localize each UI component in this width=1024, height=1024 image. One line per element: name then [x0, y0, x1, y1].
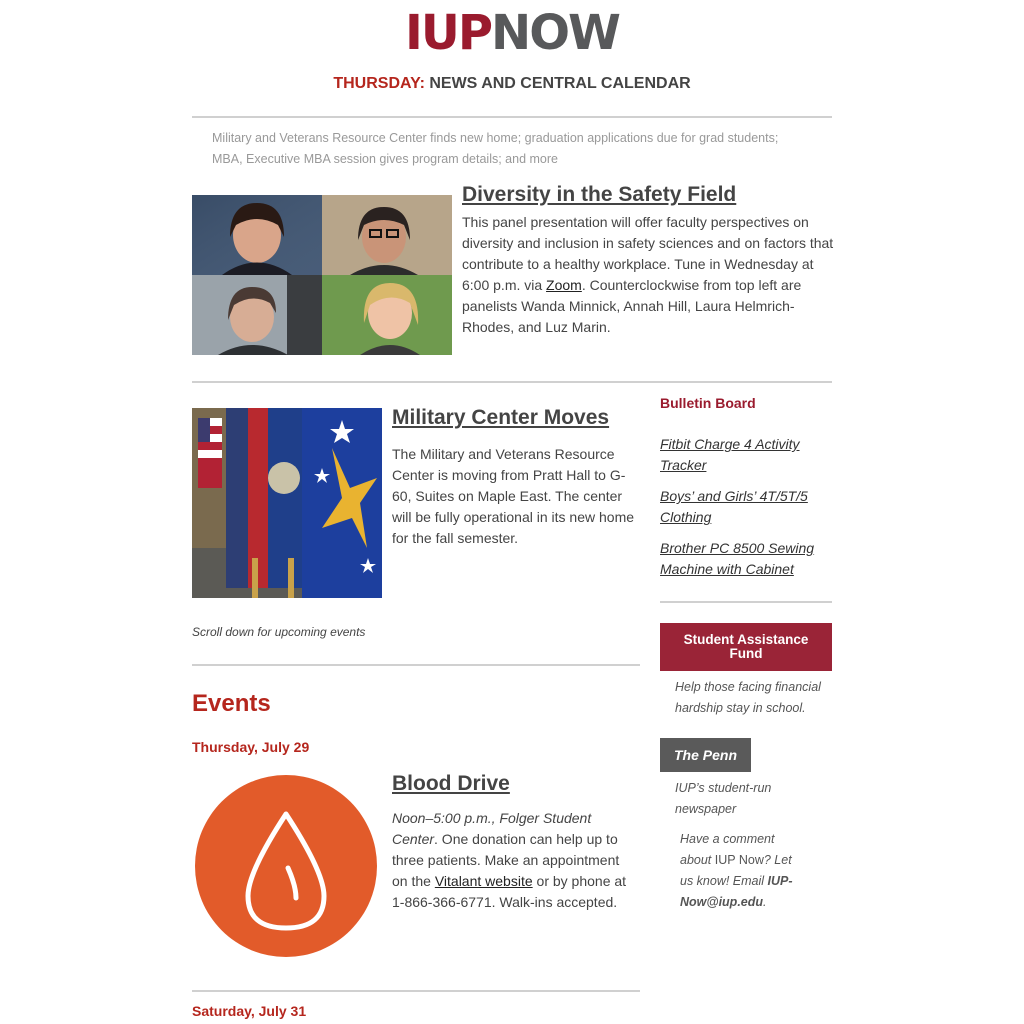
subtitle-text: NEWS AND CENTRAL CALENDAR	[429, 75, 691, 92]
fund-button-label: Student Assistance Fund	[683, 632, 809, 661]
day-label: THURSDAY:	[333, 75, 425, 92]
event-blood-drive-title[interactable]: Blood Drive	[392, 772, 510, 795]
story-military-title[interactable]: Military Center Moves	[392, 406, 610, 429]
story-diversity-title[interactable]: Diversity in the Safety Field	[462, 183, 737, 206]
section-divider	[192, 381, 832, 383]
the-penn-button[interactable]: The Penn	[660, 738, 751, 772]
zoom-link[interactable]: Zoom	[546, 277, 582, 293]
logo-iup: IUP	[405, 5, 492, 61]
vitalant-link[interactable]: Vitalant website	[434, 873, 533, 889]
iup-now-logo[interactable]	[0, 5, 1024, 61]
story-military-body: The Military and Veterans Resource Center is moving from Pratt Hall to G-60, Suites on Maple East. The center will be fully operational in its new home for the fall semester.	[392, 446, 635, 546]
comment-text-end: .	[763, 895, 767, 909]
page-subtitle	[0, 75, 1024, 93]
story-diversity-text-end: . Counterclockwise from top left are panelists Wanda Minnick, Annah Hill, Laura Helmrich-Rhodes, and Luz Marin.	[462, 277, 802, 335]
student-assistance-fund-button[interactable]	[660, 623, 832, 671]
blood-drop-icon[interactable]	[192, 772, 382, 962]
fund-description: Help those facing financial hardship stay in school.	[675, 680, 821, 715]
logo-now: NOW	[491, 5, 619, 61]
events-day-divider	[192, 990, 640, 992]
comment-text: Have a comment about	[680, 832, 775, 867]
issue-summary: Military and Veterans Resource Center finds new home; graduation applications due for grad students; MBA, Executive MBA session gives program details; and more	[212, 131, 779, 166]
event-blood-drive-body	[392, 808, 636, 913]
panelists-photo[interactable]	[192, 195, 452, 355]
event-date-thursday: Thursday, July 29	[192, 739, 310, 755]
bulletin-item[interactable]: Brother PC 8500 Sewing Machine with Cabinet	[660, 540, 815, 577]
event-time-place: Noon–5:00 p.m., Folger Student Center	[392, 810, 592, 847]
sidebar-divider	[660, 601, 832, 603]
scroll-note: Scroll down for upcoming events	[192, 625, 366, 639]
comment-iup-now: IUP Now	[714, 853, 764, 867]
bulletin-item[interactable]: Boys’ and Girls’ 4T/5T/5 Clothing	[660, 488, 808, 525]
comment-text-2: ? Let us know! Email	[680, 853, 792, 888]
event-date-saturday: Saturday, July 31	[192, 1003, 307, 1019]
bulletin-item[interactable]: Fitbit Charge 4 Activity Tracker	[660, 436, 800, 473]
bulletin-board-title: Bulletin Board	[660, 395, 756, 411]
story-diversity-body	[462, 212, 834, 338]
event-text: . One donation can help up to three patients. Make an appointment on the	[392, 831, 620, 889]
military-flags-photo[interactable]	[192, 408, 382, 598]
event-text-end: or by phone at 1-866-366-6771. Walk-ins accepted.	[392, 873, 627, 910]
events-heading: Events	[192, 690, 271, 717]
header-divider	[192, 116, 832, 118]
story-diversity-text: This panel presentation will offer faculty perspectives on diversity and inclusion in safety sciences and on factors that contribute to a healthy workplace. Tune in Wednesday at 6:00 p.m. via	[462, 214, 834, 293]
comment-note	[680, 829, 796, 913]
email-link[interactable]: IUP-Now@iup.edu	[680, 874, 793, 909]
penn-description: IUP’s student-run newspaper	[675, 781, 772, 816]
events-divider	[192, 664, 640, 666]
